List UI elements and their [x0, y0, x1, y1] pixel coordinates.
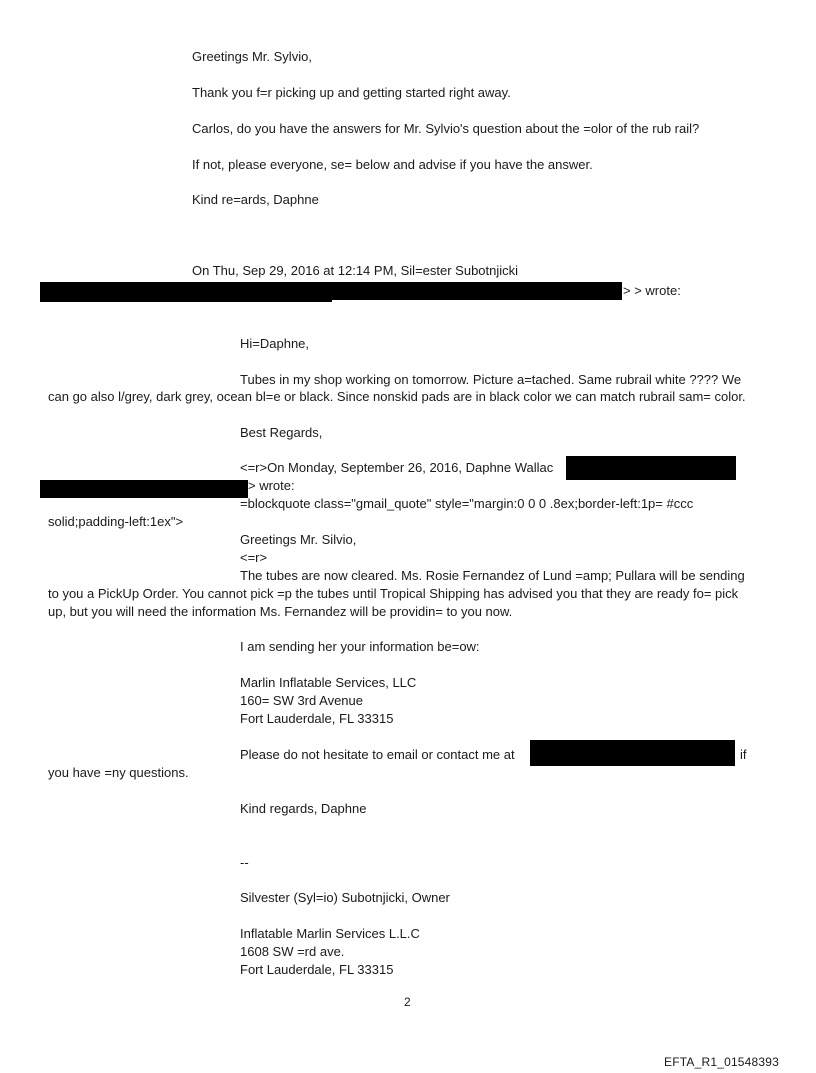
redaction-block: [530, 740, 735, 766]
quote-header-date: <=r>On Monday, September 26, 2016, Daphne Wallac: [240, 460, 554, 475]
redaction-block: [332, 282, 622, 300]
msg2-address-line: Marlin Inflatable Services, LLC: [240, 675, 417, 690]
msg2-signoff: Kind regards, Daphne: [240, 801, 367, 816]
redaction-block: [40, 480, 248, 498]
msg1-body-line: Tubes in my shop working on tomorrow. Picture a=tached. Same rubrail white ???? We: [240, 372, 742, 387]
blockquote-markup: solid;padding-left:1ex">: [48, 514, 184, 529]
signature-address-line: 1608 SW =rd ave.: [240, 944, 345, 959]
msg1-greeting: Hi=Daphne,: [240, 336, 310, 351]
signature-address-line: Fort Lauderdale, FL 33315: [240, 962, 394, 977]
msg2-contact: you have =ny questions.: [48, 765, 189, 780]
quote-header-wrote: > wrote:: [248, 478, 295, 493]
msg2-body-line: The tubes are now cleared. Ms. Rosie Fernandez of Lund =amp; Pullara will be sending: [240, 568, 745, 583]
top-signoff: Kind re=ards, Daphne: [192, 192, 319, 207]
bates-number: EFTA_R1_01548393: [664, 1055, 780, 1069]
msg1-body-line: can go also l/grey, dark grey, ocean bl=e or black. Since nonskid pads are in black color we can match rubrail sam= color.: [48, 389, 746, 404]
msg2-body-line: up, but you will need the information Ms. Fernandez will be providin= to you now.: [48, 604, 513, 619]
msg2-address-line: 160= SW 3rd Avenue: [240, 693, 363, 708]
page-number: 2: [404, 995, 411, 1009]
signature-separator: --: [240, 855, 249, 870]
signature-name: Silvester (Syl=io) Subotnjicki, Owner: [240, 890, 450, 905]
msg2-br-markup: <=r>: [240, 550, 268, 565]
msg1-regards: Best Regards,: [240, 425, 323, 440]
msg2-contact-if: if: [740, 747, 747, 762]
msg2-greeting: Greetings Mr. Silvio,: [240, 532, 357, 547]
top-thanks: Thank you f=r picking up and getting started right away.: [192, 85, 511, 100]
msg2-address-line: Fort Lauderdale, FL 33315: [240, 711, 394, 726]
signature-address-line: Inflatable Marlin Services L.L.C: [240, 926, 420, 941]
redaction-block: [566, 456, 736, 480]
top-advise: If not, please everyone, se= below and advise if you have the answer.: [192, 157, 593, 172]
msg2-body-line: to you a PickUp Order. You cannot pick =p the tubes until Tropical Shipping has advised you that they are ready fo= pick: [48, 586, 739, 601]
redaction-block: [40, 282, 332, 302]
blockquote-markup: =blockquote class="gmail_quote" style="margin:0 0 0 .8ex;border-left:1p= #ccc: [240, 496, 694, 511]
quote-header-wrote: > > wrote:: [623, 283, 681, 298]
msg2-sending: I am sending her your information be=ow:: [240, 639, 480, 654]
top-question: Carlos, do you have the answers for Mr. Sylvio's question about the =olor of the rub rail?: [192, 121, 700, 136]
top-greeting: Greetings Mr. Sylvio,: [192, 49, 312, 64]
msg2-contact: Please do not hesitate to email or contact me at: [240, 747, 515, 762]
quote-header-date: On Thu, Sep 29, 2016 at 12:14 PM, Sil=ester Subotnjicki: [192, 263, 519, 278]
